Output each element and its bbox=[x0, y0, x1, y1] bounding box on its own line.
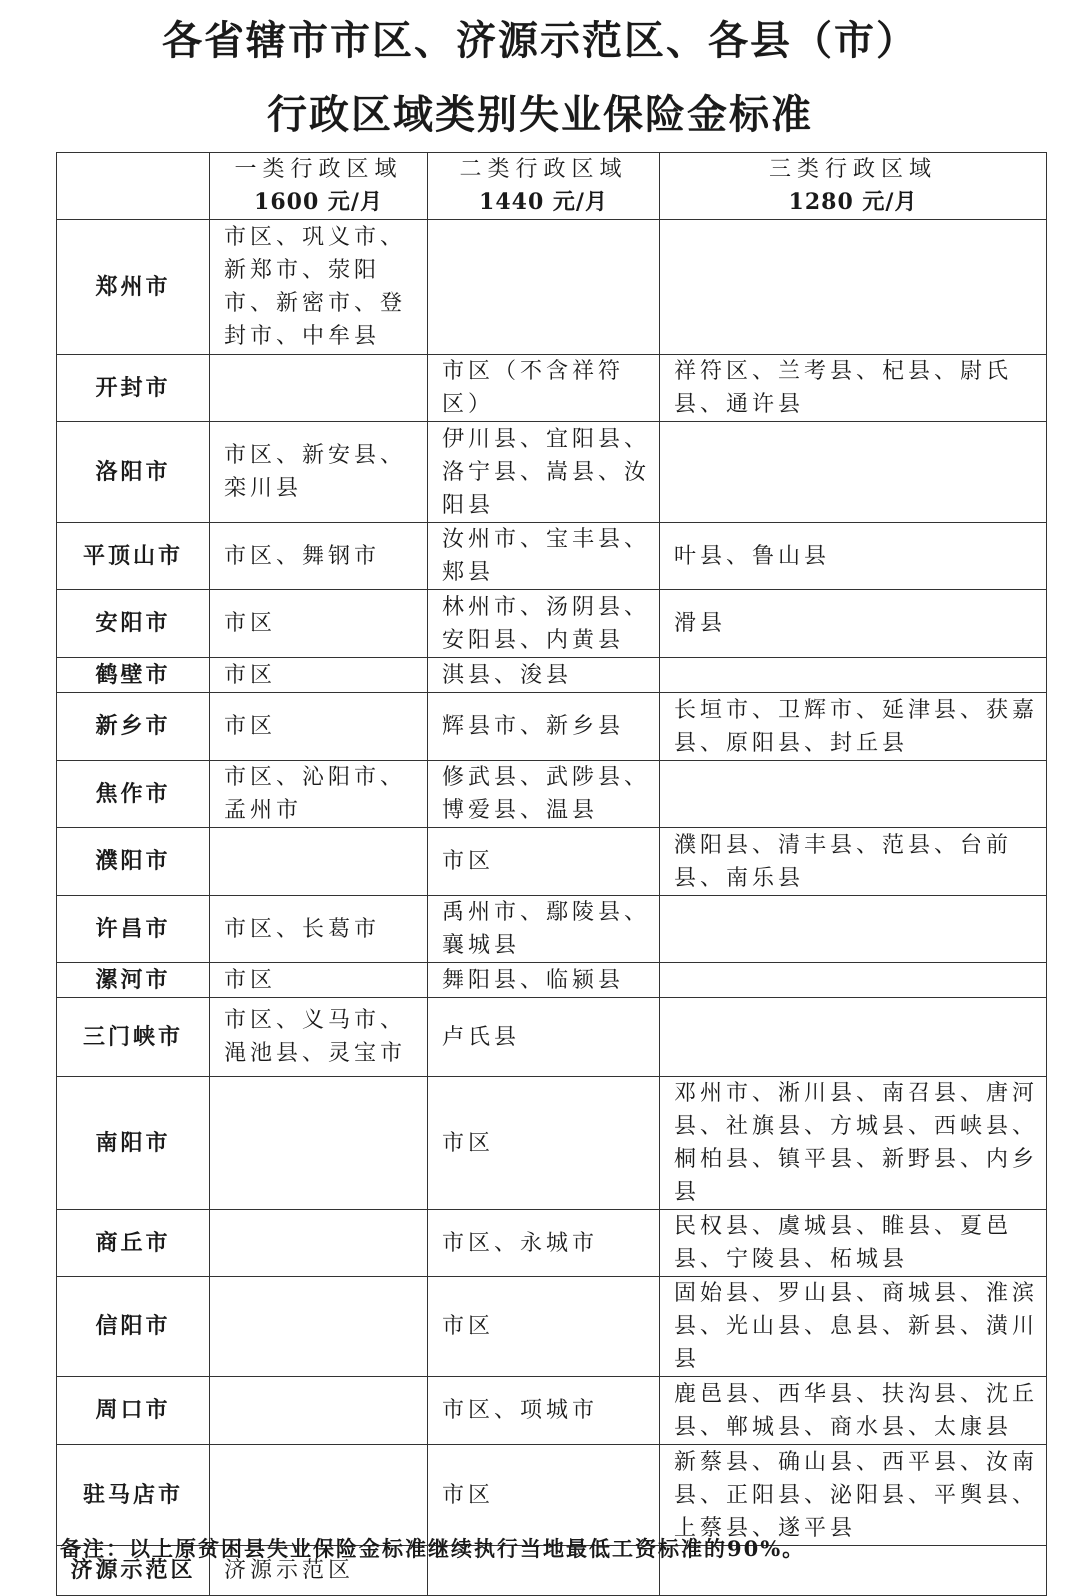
class2-cell: 市区 bbox=[428, 828, 660, 896]
class3-cell bbox=[660, 422, 1047, 523]
class2-cell: 修武县、武陟县、博爱县、温县 bbox=[428, 761, 660, 828]
class2-cell: 市区、永城市 bbox=[428, 1210, 660, 1277]
class3-cell: 祥符区、兰考县、杞县、尉氏县、通许县 bbox=[660, 355, 1047, 422]
header-class-1-name: 一类行政区域 bbox=[234, 157, 403, 182]
city-cell: 信阳市 bbox=[57, 1277, 210, 1377]
table-row bbox=[57, 355, 1047, 422]
class3-cell bbox=[660, 963, 1047, 998]
class3-cell: 民权县、虞城县、睢县、夏邑县、宁陵县、柘城县 bbox=[660, 1210, 1047, 1277]
city-cell: 许昌市 bbox=[57, 896, 210, 963]
city-cell: 安阳市 bbox=[57, 590, 210, 658]
class3-cell: 新蔡县、确山县、西平县、汝南县、正阳县、泌阳县、平舆县、上蔡县、遂平县 bbox=[660, 1445, 1047, 1546]
class1-cell bbox=[210, 1377, 428, 1445]
class3-cell: 邓州市、淅川县、南召县、唐河县、社旗县、方城县、西峡县、桐柏县、镇平县、新野县、内乡县 bbox=[660, 1077, 1047, 1210]
city-cell: 漯河市 bbox=[57, 963, 210, 998]
header-class-3 bbox=[660, 153, 1047, 220]
class1-cell bbox=[210, 355, 428, 422]
table-row bbox=[57, 896, 1047, 963]
table-row bbox=[57, 963, 1047, 998]
city-cell: 新乡市 bbox=[57, 693, 210, 761]
class2-cell: 辉县市、新乡县 bbox=[428, 693, 660, 761]
class3-cell bbox=[660, 658, 1047, 693]
class2-cell bbox=[428, 220, 660, 355]
table-row bbox=[57, 998, 1047, 1077]
class2-cell: 市区（不含祥符区） bbox=[428, 355, 660, 422]
header-class-1 bbox=[210, 153, 428, 220]
table-row bbox=[57, 658, 1047, 693]
class3-cell bbox=[660, 761, 1047, 828]
table-row bbox=[57, 1210, 1047, 1277]
class3-cell: 滑县 bbox=[660, 590, 1047, 658]
class1-cell bbox=[210, 1445, 428, 1546]
table-row bbox=[57, 590, 1047, 658]
class3-cell: 濮阳县、清丰县、范县、台前县、南乐县 bbox=[660, 828, 1047, 896]
class1-cell: 市区 bbox=[210, 590, 428, 658]
class1-cell: 市区、义马市、渑池县、灵宝市 bbox=[210, 998, 428, 1077]
title-line-2: 行政区域类别失业保险金标准 bbox=[267, 92, 813, 138]
class2-cell: 市区、项城市 bbox=[428, 1377, 660, 1445]
class3-cell: 叶县、鲁山县 bbox=[660, 523, 1047, 590]
class1-cell: 市区、舞钢市 bbox=[210, 523, 428, 590]
class2-cell: 汝州市、宝丰县、郏县 bbox=[428, 523, 660, 590]
city-cell: 平顶山市 bbox=[57, 523, 210, 590]
class2-cell: 市区 bbox=[428, 1077, 660, 1210]
class3-cell: 固始县、罗山县、商城县、淮滨县、光山县、息县、新县、潢川县 bbox=[660, 1277, 1047, 1377]
city-cell: 南阳市 bbox=[57, 1077, 210, 1210]
benefit-standard-table bbox=[56, 152, 1047, 1596]
class1-cell: 市区 bbox=[210, 963, 428, 998]
city-cell: 洛阳市 bbox=[57, 422, 210, 523]
class3-cell bbox=[660, 896, 1047, 963]
city-cell: 周口市 bbox=[57, 1377, 210, 1445]
table-row bbox=[57, 693, 1047, 761]
city-cell: 焦作市 bbox=[57, 761, 210, 828]
class2-cell: 淇县、浚县 bbox=[428, 658, 660, 693]
class2-cell: 禹州市、鄢陵县、襄城县 bbox=[428, 896, 660, 963]
class1-cell: 市区 bbox=[210, 658, 428, 693]
table-row bbox=[57, 220, 1047, 355]
class2-cell: 市区 bbox=[428, 1277, 660, 1377]
table-row bbox=[57, 1445, 1047, 1546]
table-row bbox=[57, 523, 1047, 590]
city-cell: 商丘市 bbox=[57, 1210, 210, 1277]
class1-cell bbox=[210, 1277, 428, 1377]
class1-cell: 市区、长葛市 bbox=[210, 896, 428, 963]
header-class-3-name: 三类行政区域 bbox=[768, 157, 937, 182]
class1-cell: 市区、新安县、栾川县 bbox=[210, 422, 428, 523]
header-class-2-standard: 1440 元/月 bbox=[479, 189, 608, 215]
table-row bbox=[57, 422, 1047, 523]
table-row bbox=[57, 761, 1047, 828]
table-row bbox=[57, 1077, 1047, 1210]
class1-cell bbox=[210, 1077, 428, 1210]
table-row bbox=[57, 1377, 1047, 1445]
class2-cell: 林州市、汤阴县、安阳县、内黄县 bbox=[428, 590, 660, 658]
class1-cell: 市区、沁阳市、孟州市 bbox=[210, 761, 428, 828]
class2-cell: 伊川县、宜阳县、洛宁县、嵩县、汝阳县 bbox=[428, 422, 660, 523]
class1-cell bbox=[210, 1210, 428, 1277]
city-cell: 济源示范区 bbox=[57, 1546, 210, 1596]
city-cell: 濮阳市 bbox=[57, 828, 210, 896]
class3-cell: 长垣市、卫辉市、延津县、获嘉县、原阳县、封丘县 bbox=[660, 693, 1047, 761]
table-row bbox=[57, 828, 1047, 896]
class1-cell: 市区 bbox=[210, 693, 428, 761]
class2-cell: 舞阳县、临颍县 bbox=[428, 963, 660, 998]
header-class-2 bbox=[428, 153, 660, 220]
city-cell: 鹤壁市 bbox=[57, 658, 210, 693]
class3-cell bbox=[660, 998, 1047, 1077]
header-class-1-standard: 1600 元/月 bbox=[254, 189, 383, 215]
title-line-1: 各省辖市市区、济源示范区、各县（市） bbox=[162, 18, 918, 64]
class3-cell: 鹿邑县、西华县、扶沟县、沈丘县、郸城县、商水县、太康县 bbox=[660, 1377, 1047, 1445]
table-row bbox=[57, 1277, 1047, 1377]
city-cell: 郑州市 bbox=[57, 220, 210, 355]
header-class-3-standard: 1280 元/月 bbox=[788, 189, 918, 215]
class1-cell: 市区、巩义市、新郑市、荥阳市、新密市、登封市、中牟县 bbox=[210, 220, 428, 355]
footnote: 备注：以上原贫困县失业保险金标准继续执行当地最低工资标准的90%。 bbox=[60, 1536, 806, 1561]
city-cell: 驻马店市 bbox=[57, 1445, 210, 1546]
table-header-row bbox=[57, 153, 1047, 220]
class1-cell: 济源示范区 bbox=[210, 1546, 428, 1596]
header-class-2-name: 二类行政区域 bbox=[459, 157, 628, 182]
class1-cell bbox=[210, 828, 428, 896]
city-cell: 三门峡市 bbox=[57, 998, 210, 1077]
class2-cell: 卢氏县 bbox=[428, 998, 660, 1077]
header-corner-cell bbox=[57, 153, 210, 220]
class2-cell: 市区 bbox=[428, 1445, 660, 1546]
class3-cell bbox=[660, 220, 1047, 355]
city-cell: 开封市 bbox=[57, 355, 210, 422]
